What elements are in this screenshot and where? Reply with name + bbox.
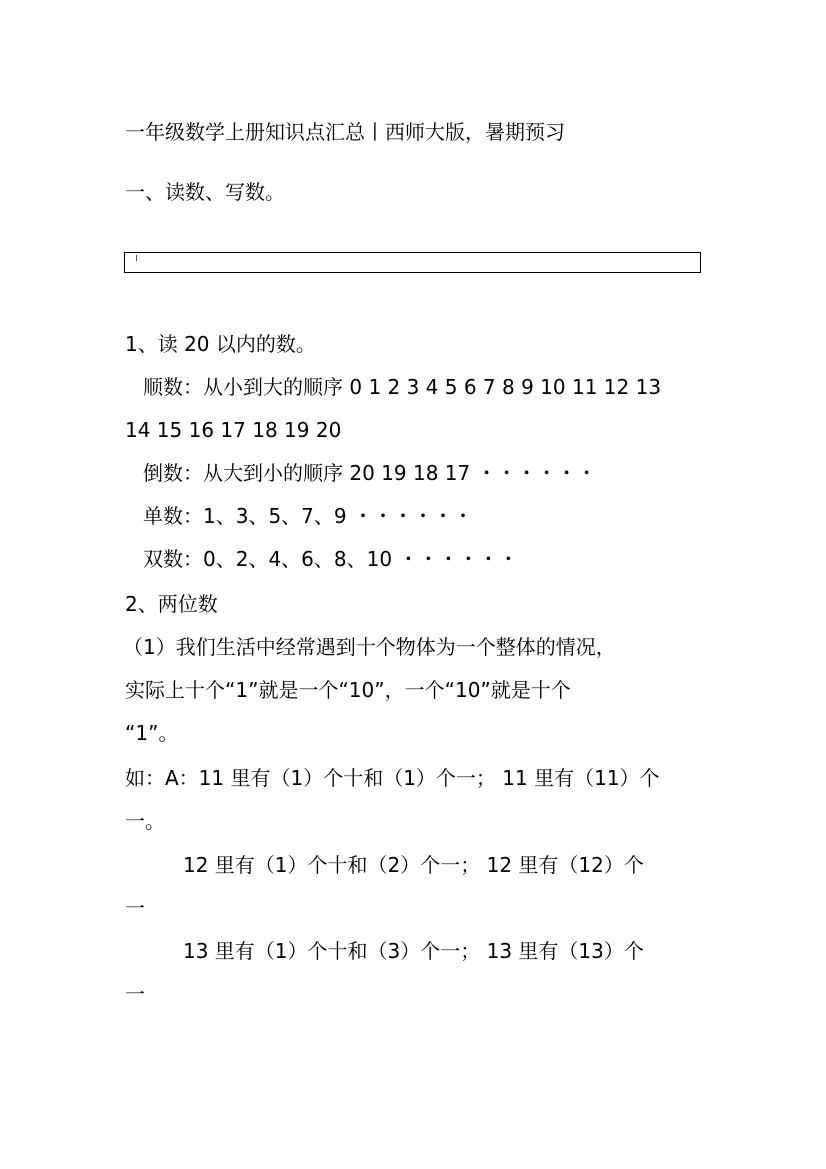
odd-numbers: 单数：1、3、5、7、9 ・・・・・・ bbox=[143, 504, 473, 528]
example-a-line-2: 一。 bbox=[125, 809, 165, 833]
paragraph-1-line-1: （1）我们生活中经常遇到十个物体为一个整体的情况， bbox=[123, 635, 616, 659]
descending-order: 倒数：从大到小的顺序 20 19 18 17 ・・・・・・ bbox=[143, 461, 597, 485]
ascending-order-line-2: 14 15 16 17 18 19 20 bbox=[125, 418, 342, 442]
item-1-heading: 1、读 20 以内的数。 bbox=[125, 332, 316, 356]
box-tick-mark bbox=[136, 255, 137, 261]
example-a-line-1: 如：A：11 里有（1）个十和（1）个一； 11 里有（11）个 bbox=[125, 766, 660, 790]
ascending-order-line-1: 顺数：从小到大的顺序 0 1 2 3 4 5 6 7 8 9 10 11 12 13 bbox=[143, 375, 662, 399]
paragraph-1-line-2: 实际上十个“1”就是一个“10”，一个“10”就是十个 bbox=[125, 678, 571, 702]
example-c-line-1: 13 里有（1）个十和（3）个一； 13 里有（13）个 bbox=[183, 939, 644, 963]
example-b-line-2: 一 bbox=[125, 896, 145, 920]
section-2-heading: 2、两位数 bbox=[125, 592, 218, 616]
example-c-line-2: 一 bbox=[125, 982, 145, 1006]
paragraph-1-line-3: “1”。 bbox=[125, 721, 179, 745]
page-title: 一年级数学上册知识点汇总丨西师大版，暑期预习 bbox=[125, 120, 565, 144]
empty-box bbox=[124, 252, 701, 273]
section-1-heading: 一、读数、写数。 bbox=[125, 180, 285, 204]
example-b-line-1: 12 里有（1）个十和（2）个一； 12 里有（12）个 bbox=[183, 853, 644, 877]
even-numbers: 双数：0、2、4、6、8、10 ・・・・・・ bbox=[143, 547, 519, 571]
